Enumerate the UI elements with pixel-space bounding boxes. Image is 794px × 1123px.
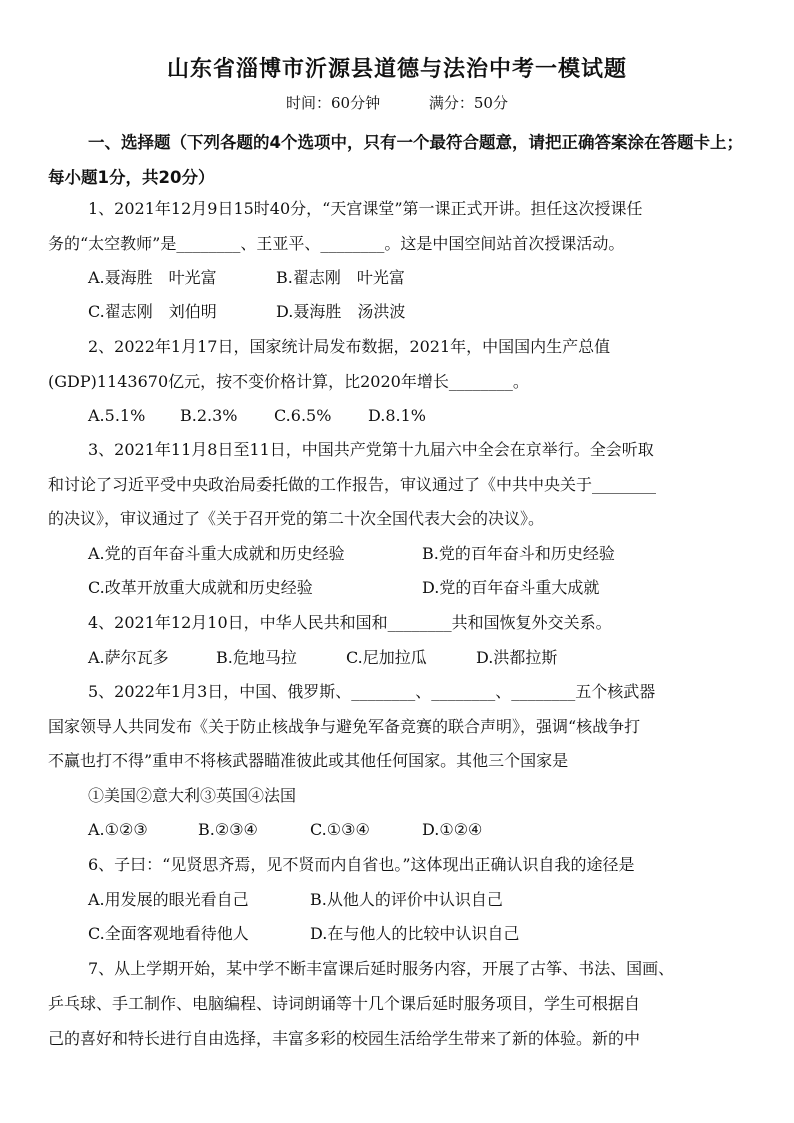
option-c: C.全面客观地看待他人 — [88, 924, 249, 943]
option-d: D.①②④ — [422, 820, 483, 839]
question-4-options — [88, 644, 794, 672]
exam-title: 山东省淄博市沂源县道德与法治中考一模试题 — [166, 57, 627, 82]
option-c: C.尼加拉瓜 — [346, 648, 427, 667]
option-a: A.5.1% — [88, 406, 146, 425]
exam-meta — [0, 92, 794, 113]
option-b: B.从他人的评价中认识自己 — [310, 890, 503, 909]
question-5-options — [88, 816, 794, 844]
option-d: D.洪都拉斯 — [476, 648, 558, 667]
option-c: C.6.5% — [274, 406, 332, 425]
question-3-line-3: 的决议》，审议通过了《关于召开党的第二十次全国代表大会的决议》。 — [48, 509, 545, 528]
question-5-line-4: ①美国②意大利③英国④法国 — [88, 786, 297, 805]
question-5-line-3: 不赢也打不得”重申不将核武器瞄准彼此或其他任何国家。其他三个国家是 — [48, 751, 569, 770]
question-7-line-2: 乒乓球、手工制作、电脑编程、诗词朗诵等十几个课后延时服务项目，学生可根据自 — [48, 994, 641, 1013]
question-1-line-2: 务的“太空教师”是________、王亚平、________。这是中国空间站首次授课活动。 — [48, 234, 625, 253]
question-5-line-2: 国家领导人共同发布《关于防止核战争与避免军备竞赛的联合声明》，强调“核战争打 — [48, 717, 641, 736]
section-heading: 一、选择题（下列各题的4个选项中，只有一个最符合题意，请把正确答案涂在答题卡上；每小题1分，共20分） — [48, 133, 743, 187]
question-3-options-2 — [88, 574, 794, 602]
question-7-line-3: 己的喜好和特长进行自由选择，丰富多彩的校园生活给学生带来了新的体验。新的中 — [48, 1029, 641, 1048]
question-3-options — [88, 540, 794, 568]
question-6-options — [88, 886, 794, 914]
option-a: A.①②③ — [88, 820, 148, 839]
question-4-line-1: 4、2021年12月10日，中华人民共和国和________共和国恢复外交关系。 — [88, 613, 612, 632]
option-c: C.改革开放重大成就和历史经验 — [88, 578, 313, 597]
exam-time: 时间：60分钟 — [286, 94, 381, 112]
question-7-line-1: 7、从上学期开始，某中学不断丰富课后延时服务内容，开展了古筝、书法、国画、 — [88, 959, 675, 978]
option-b: B.②③④ — [198, 820, 258, 839]
question-1-options-2 — [88, 298, 794, 326]
option-a: A.党的百年奋斗重大成就和历史经验 — [88, 544, 345, 563]
option-b: B.党的百年奋斗和历史经验 — [422, 544, 615, 563]
question-2-line-1: 2、2022年1月17日，国家统计局发布数据，2021年，中国国内生产总值 — [88, 337, 611, 356]
option-a: A.用发展的眼光看自己 — [88, 890, 249, 909]
question-2-line-2: (GDP)1143670亿元，按不变价格计算，比2020年增长________。 — [48, 372, 529, 391]
exam-score: 满分：50分 — [428, 94, 508, 112]
option-b: B.翟志刚 叶光富 — [276, 268, 405, 287]
question-6-options-2 — [88, 920, 794, 948]
question-5-line-1: 5、2022年1月3日，中国、俄罗斯、________、________、________五个核武器 — [88, 682, 656, 701]
option-a: A.聂海胜 叶光富 — [88, 268, 217, 287]
option-d: D.8.1% — [368, 406, 426, 425]
option-c: C.①③④ — [310, 820, 370, 839]
option-d: D.聂海胜 汤洪波 — [276, 302, 406, 321]
question-2-options — [88, 402, 794, 430]
option-b: B.2.3% — [180, 406, 238, 425]
question-1-line-1: 1、2021年12月9日15时40分，“天宫课堂”第一课正式开讲。担任这次授课任 — [88, 199, 643, 218]
option-c: C.翟志刚 刘伯明 — [88, 302, 217, 321]
option-a: A.萨尔瓦多 — [88, 648, 169, 667]
question-3-line-2: 和讨论了习近平受中央政治局委托做的工作报告，审议通过了《中共中央关于________ — [48, 475, 657, 494]
option-d: D.在与他人的比较中认识自己 — [310, 924, 520, 943]
option-b: B.危地马拉 — [216, 648, 297, 667]
question-6-line-1: 6、子曰：“见贤思齐焉，见不贤而内自省也。”这体现出正确认识自我的途径是 — [88, 855, 635, 874]
question-1-options — [88, 264, 794, 292]
option-d: D.党的百年奋斗重大成就 — [422, 578, 600, 597]
question-3-line-1: 3、2021年11月8日至11日，中国共产党第十九届六中全会在京举行。全会听取 — [88, 440, 654, 459]
